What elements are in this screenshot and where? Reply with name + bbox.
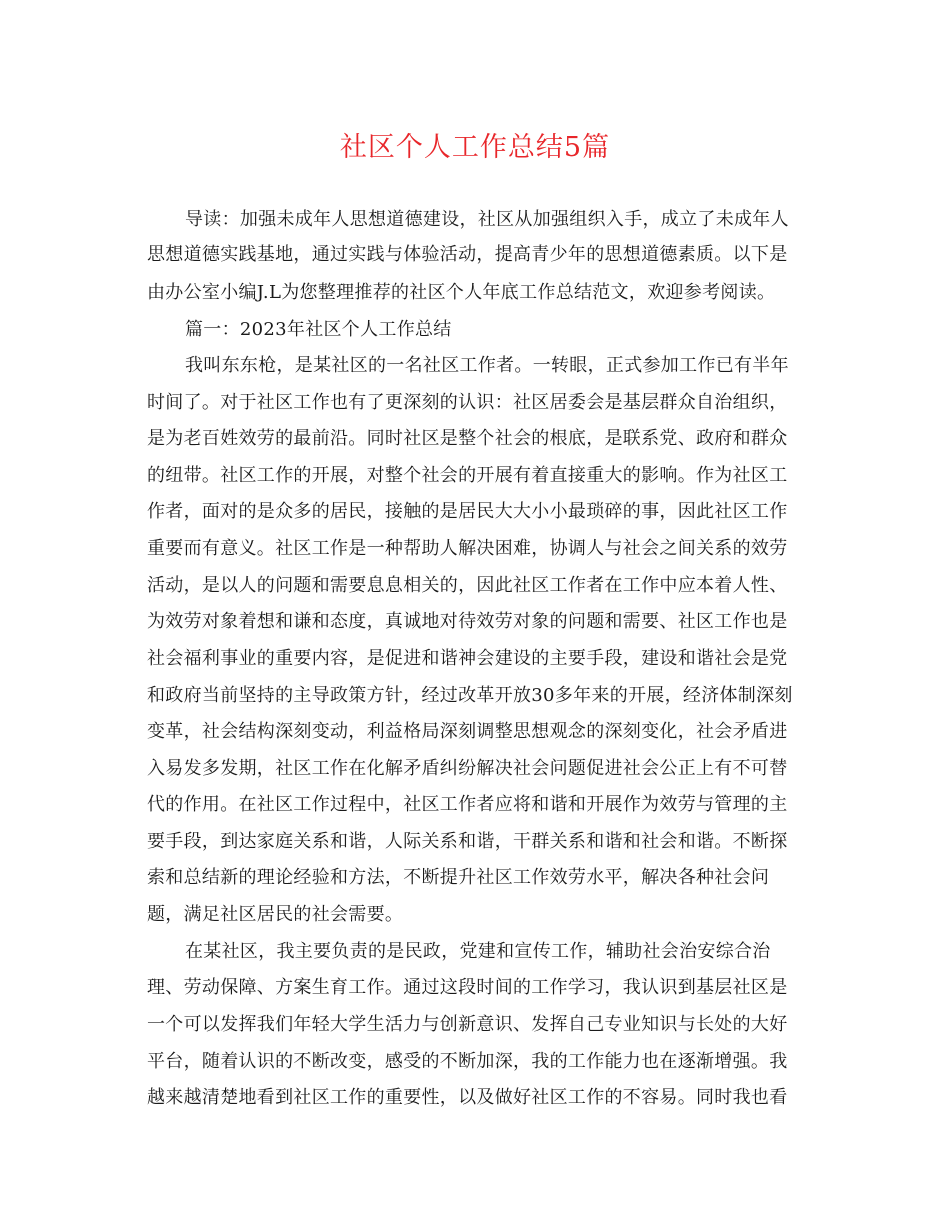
paragraph-line: 平台，随着认识的不断改变，感受的不断加深，我的工作能力也在逐渐增强。我 xyxy=(147,1051,788,1072)
section-heading: 篇一：2023年社区个人工作总结 xyxy=(185,319,452,340)
paragraph-line: 一个可以发挥我们年轻大学生活力与创新意识、发挥自己专业知识与长处的大好 xyxy=(147,1014,788,1035)
paragraph-line: 入易发多发期，社区工作在化解矛盾纠纷解决社会问题促进社会公正上有不可替 xyxy=(147,758,788,779)
paragraph-line: 是为老百姓效劳的最前沿。同时社区是整个社会的根底，是联系党、政府和群众 xyxy=(147,428,788,449)
paragraph-line: 重要而有意义。社区工作是一种帮助人解决困难，协调人与社会之间关系的效劳 xyxy=(147,538,788,559)
paragraph-line: 理、劳动保障、方案生育工作。通过这段时间的工作学习，我认识到基层社区是 xyxy=(147,977,788,998)
paragraph-line: 和政府当前坚持的主导政策方针，经过改革开放30多年来的开展，经济体制深刻 xyxy=(147,685,793,706)
intro-line: 导读：加强未成年人思想道德建设，社区从加强组织入手，成立了未成年人 xyxy=(185,209,789,230)
paragraph-line: 我叫东东枪，是某社区的一名社区工作者。一转眼，正式参加工作已有半年 xyxy=(185,355,789,376)
intro-line: 思想道德实践基地，通过实践与体验活动，提高青少年的思想道德素质。以下是 xyxy=(147,244,788,265)
paragraph-line: 活动，是以人的问题和需要息息相关的，因此社区工作者在工作中应本着人性、 xyxy=(147,575,788,596)
paragraph-line: 社会福利事业的重要内容，是促进和谐神会建设的主要手段，建设和谐社会是党 xyxy=(147,648,788,669)
paragraph-line: 代的作用。在社区工作过程中，社区工作者应将和谐和开展作为效劳与管理的主 xyxy=(147,794,788,815)
paragraph-line: 题，满足社区居民的社会需要。 xyxy=(147,904,404,925)
paragraph-line: 作者，面对的是众多的居民，接触的是居民大大小小最琐碎的事，因此社区工作 xyxy=(147,501,788,522)
paragraph-line: 时间了。对于社区工作也有了更深刻的认识：社区居委会是基层群众自治组织， xyxy=(147,392,788,413)
paragraph-line: 越来越清楚地看到社区工作的重要性，以及做好社区工作的不容易。同时我也看 xyxy=(147,1087,788,1108)
paragraph-line: 要手段，到达家庭关系和谐，人际关系和谐，干群关系和谐和社会和谐。不断探 xyxy=(147,831,788,852)
paragraph-line: 索和总结新的理论经验和方法，不断提升社区工作效劳水平，解决各种社会问 xyxy=(147,867,770,888)
paragraph-line: 在某社区，我主要负责的是民政，党建和宣传工作，辅助社会治安综合治 xyxy=(185,941,771,962)
document-title: 社区个人工作总结5篇 xyxy=(339,132,611,163)
paragraph-line: 变革，社会结构深刻变动，利益格局深刻调整思想观念的深刻变化，社会矛盾进 xyxy=(147,721,788,742)
intro-line: 由办公室小编J.L为您整理推荐的社区个人年底工作总结范文，欢迎参考阅读。 xyxy=(147,282,776,303)
paragraph-line: 为效劳对象着想和谦和态度，真诚地对待效劳对象的问题和需要、社区工作也是 xyxy=(147,611,788,632)
paragraph-line: 的纽带。社区工作的开展，对整个社会的开展有着直接重大的影响。作为社区工 xyxy=(147,465,788,486)
